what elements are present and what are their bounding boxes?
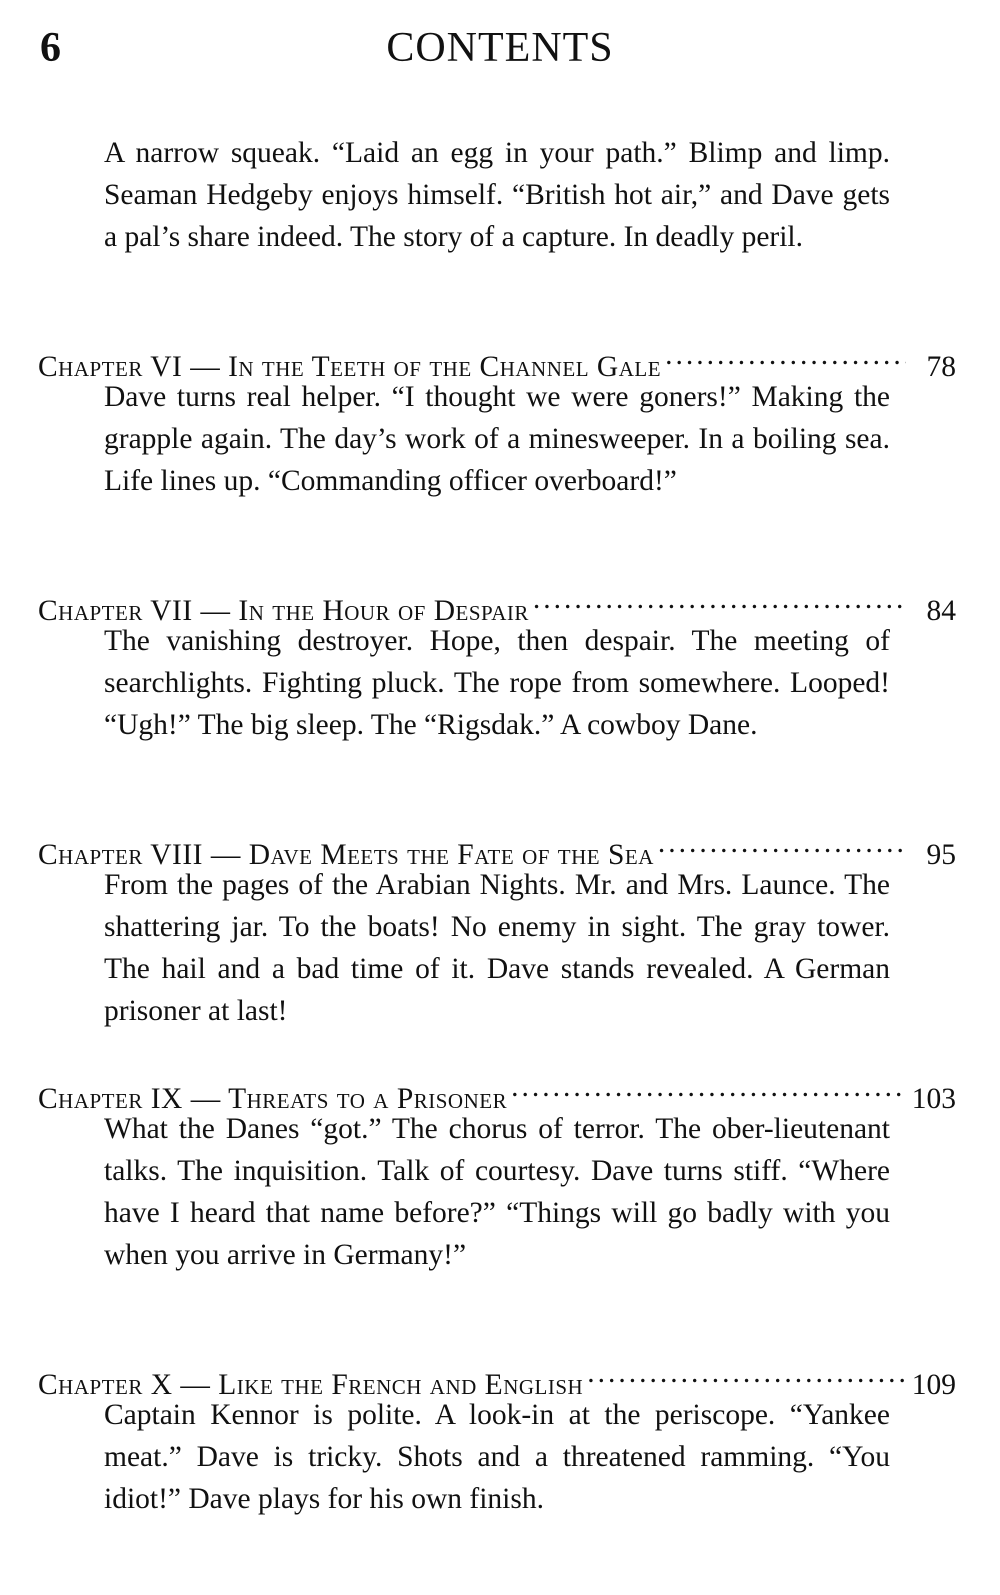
chapter-title: Chapter VII — In the Hour of Despair	[38, 595, 529, 627]
dot-leaders	[658, 822, 906, 864]
chapter-entry-vi	[38, 334, 956, 502]
chapter-page-number: 103	[911, 1083, 956, 1115]
chapter-heading	[38, 334, 956, 383]
page-header	[0, 20, 1000, 80]
dot-leaders	[511, 1066, 906, 1108]
chapter-title: Chapter IX — Threats to a Prisoner	[38, 1083, 508, 1115]
chapter-page-number: 84	[926, 595, 956, 627]
chapter-page-number: 109	[911, 1369, 956, 1401]
chapter-title: Chapter X — Like the French and English	[38, 1369, 584, 1401]
chapter-heading	[38, 1352, 956, 1401]
chapter-page-number: 95	[926, 839, 956, 871]
chapter-heading	[38, 1066, 956, 1115]
chapter-summary: Dave turns real helper. “I thought we were goners!” Making the grapple again. The day’s work of a minesweeper. In a boiling sea. Life lines up. “Commanding officer overboard!”	[104, 381, 890, 497]
chapter-summary: What the Danes “got.” The chorus of terror. The ober-lieutenant talks. The inquisition. Talk of courtesy. Dave turns stiff. “Where have I heard that name before?” “Things will go badly with you when you arrive in Germany!”	[104, 1113, 890, 1271]
chapter-summary: From the pages of the Arabian Nights. Mr. and Mrs. Launce. The shattering jar. To the boats! No enemy in sight. The gray tower. The hail and a bad time of it. Dave stands revealed. A German prisoner at last!	[104, 869, 890, 1027]
chapter-entry-ix	[38, 1066, 956, 1276]
running-title: CONTENTS	[386, 25, 614, 71]
chapter-summary: Captain Kennor is polite. A look-in at the periscope. “Yankee meat.” Dave is tricky. Shots and a threatened ramming. “You idiot!” Dave plays for his own finish.	[104, 1399, 890, 1515]
chapter-title: Chapter VI — In the Teeth of the Channel Gale	[38, 351, 662, 383]
chapter-title: Chapter VIII — Dave Meets the Fate of the Sea	[38, 839, 654, 871]
chapter-entry-vii	[38, 578, 956, 746]
dot-leaders	[533, 578, 906, 620]
dot-leaders	[587, 1352, 906, 1394]
chapter-entry-viii	[38, 822, 956, 1032]
dot-leaders	[665, 334, 906, 376]
chapter-heading	[38, 578, 956, 627]
continuation-summary: A narrow squeak. “Laid an egg in your path.” Blimp and limp. Seaman Hedgeby enjoys himself. “British hot air,” and Dave gets a pal’s share indeed. The story of a capture. In deadly peril.	[104, 137, 890, 253]
chapter-entry-x	[38, 1352, 956, 1520]
chapter-heading	[38, 822, 956, 871]
page-number: 6	[40, 25, 61, 71]
chapter-page-number: 78	[926, 351, 956, 383]
chapter-summary: The vanishing destroyer. Hope, then despair. The meeting of searchlights. Fighting pluck. The rope from somewhere. Looped! “Ugh!” The big sleep. The “Rigsdak.” A cowboy Dane.	[104, 625, 890, 741]
